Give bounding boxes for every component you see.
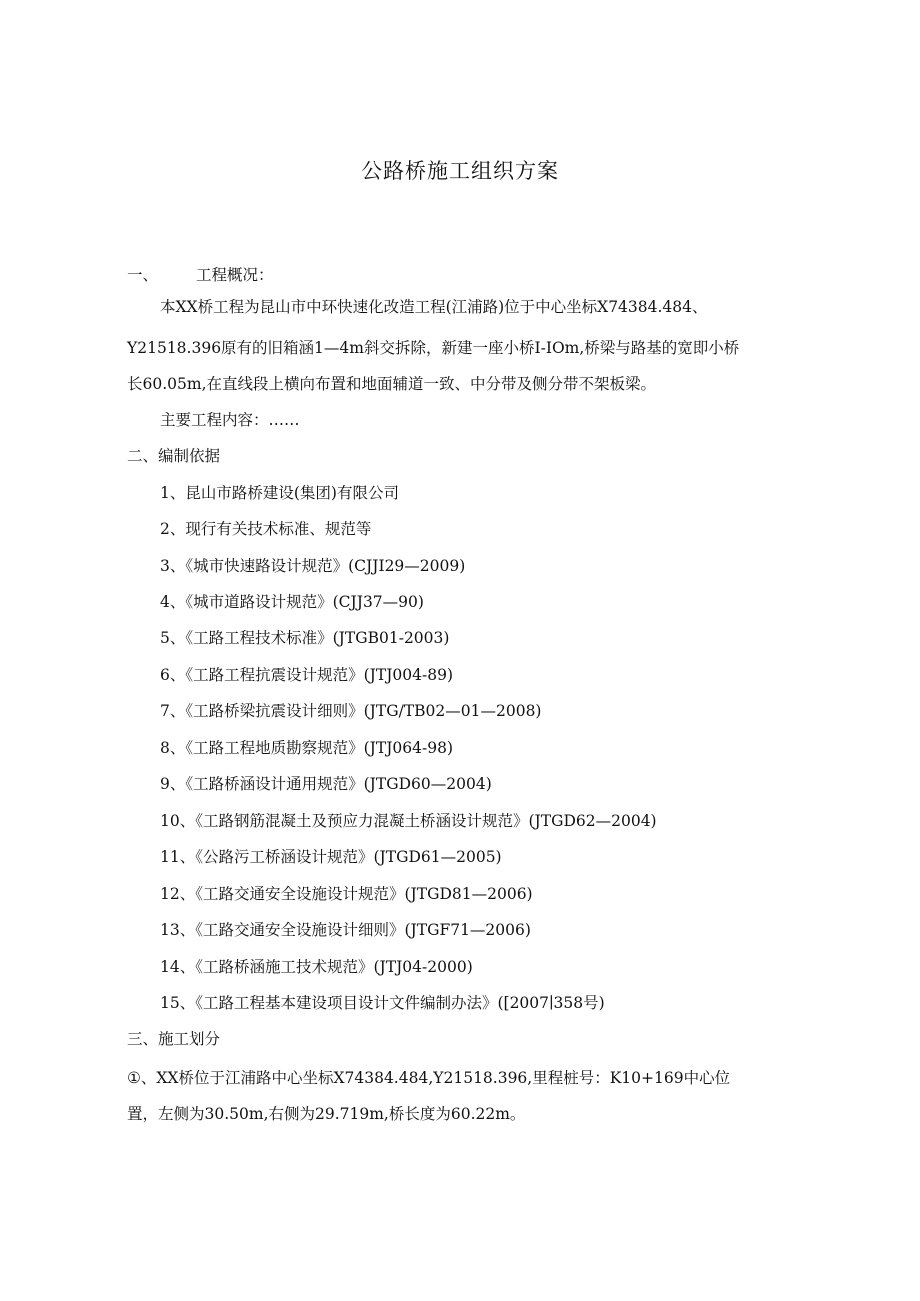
section-3-heading: 三、施工划分 (127, 1030, 221, 1048)
section-1-number: 一、 (127, 266, 159, 284)
basis-item-1: 1、昆山市路桥建设(集团)有限公司 (160, 484, 399, 502)
basis-item-10: 10、《工路钢筋混凝土及预应力混凝土桥涵设计规范》(JTGD62—2004) (160, 812, 657, 830)
page-title: 公路桥施工组织方案 (361, 159, 559, 183)
basis-item-4: 4、《城市道路设计规范》(CJJ37—90) (160, 593, 424, 611)
basis-item-8: 8、《工路工程地质勘察规范》(JTJ064-98) (160, 739, 454, 757)
division-paragraph-line-1: ①、XX桥位于江浦路中心坐标X74384.484,Y21518.396,里程桩号：K10+169中心位 (127, 1069, 731, 1087)
basis-item-14: 14、《工路桥涵施工技术规范》(JTJ04-2000) (160, 958, 473, 976)
basis-item-11: 11、《公路污工桥涵设计规范》(JTGD61—2005) (160, 848, 502, 866)
basis-item-15: 15、《工路工程基本建设项目设计文件编制办法》([2007∣358号) (160, 994, 605, 1012)
basis-item-5: 5、《工路工程技术标准》(JTGB01-2003) (160, 629, 450, 647)
section-2-heading: 二、编制依据 (127, 447, 221, 465)
basis-item-13: 13、《工路交通安全设施设计细则》(JTGF71—2006) (160, 921, 531, 939)
section-1-title: 工程概况： (196, 266, 274, 284)
basis-item-2: 2、现行有关技术标准、规范等 (160, 520, 372, 538)
section-1-heading (127, 265, 274, 285)
basis-item-7: 7、《工路桥梁抗震设计细则》(JTG/TB02—01—2008) (160, 702, 542, 720)
basis-item-12: 12、《工路交通安全设施设计规范》(JTGD81—2006) (160, 885, 533, 903)
overview-paragraph-line-2: Y21518.396原有的旧箱涵1—4m斜交拆除，新建一座小桥I-IOm,桥梁与路基的宽即小桥 (127, 339, 740, 357)
overview-paragraph-line-3: 长60.05m,在直线段上横向布置和地面辅道一致、中分带及侧分带不架板梁。 (127, 375, 657, 393)
main-content-line: 主要工程内容：…… (160, 411, 300, 429)
division-paragraph-line-2: 置，左侧为30.50m,右侧为29.719m,桥长度为60.22m。 (127, 1105, 526, 1123)
overview-paragraph-line-1: 本XX桥工程为昆山市中环快速化改造工程(江浦路)位于中心坐标X74384.484、 (160, 298, 708, 316)
basis-item-6: 6、《工路工程抗震设计规范》(JTJ004-89) (160, 666, 454, 684)
basis-item-3: 3、《城市快速路设计规范》(CJJI29—2009) (160, 557, 466, 575)
basis-item-9: 9、《工路桥涵设计通用规范》(JTGD60—2004) (160, 775, 492, 793)
